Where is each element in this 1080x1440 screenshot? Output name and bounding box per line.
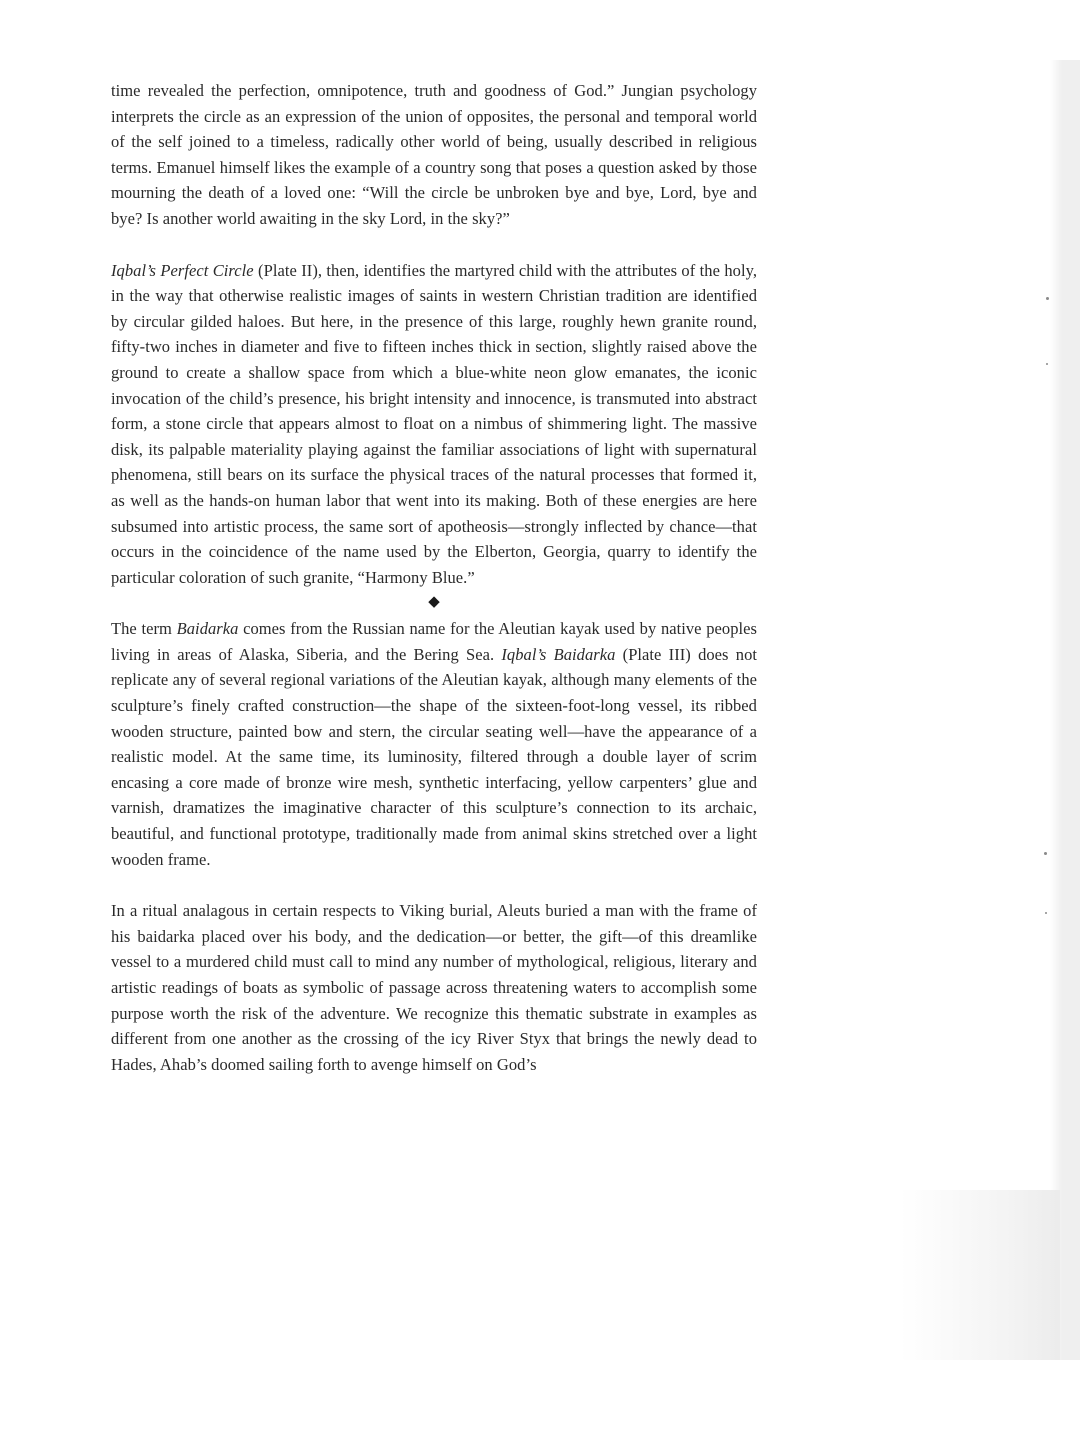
page-body [111, 78, 757, 1077]
paragraph-circle-meaning [111, 78, 757, 232]
italic-title: Iqbal’s Perfect Circle [111, 260, 254, 280]
scan-speck [1044, 852, 1047, 855]
scan-speck [1046, 297, 1049, 300]
scan-corner-shadow [900, 1190, 1060, 1360]
paragraph-gap [111, 232, 757, 258]
text-run: The term [111, 619, 177, 639]
text-run: time revealed the perfection, omnipotence, truth and goodness of God.” Jungian psychology interprets the circle as an expression of the union of opposites, the personal and temporal world of the self joined to a timeless, radically other world of being, usually described in religious terms. Emanuel himself likes the example of a country song that poses a question asked by those mourning the death of a loved one: “Will the circle be unbroken bye and bye, Lord, bye and bye? Is another world awaiting in the sky Lord, in the sky?” [111, 81, 757, 228]
paragraph-ritual [111, 898, 757, 1077]
scan-speck [1046, 363, 1048, 365]
text-run: comes from the Russian name for the Aleutian kayak used by native peoples living in areas of Alaska, Siberia, and the Bering Sea. [111, 619, 757, 664]
scan-edge-shadow [1050, 60, 1080, 1360]
scan-speck [1045, 912, 1047, 914]
paragraph-perfect-circle [111, 258, 757, 591]
paragraph-gap [111, 872, 757, 898]
section-divider-diamond: ◆ [428, 594, 440, 611]
text-run: (Plate II), then, identifies the martyred child with the attributes of the holy, in the way that otherwise realistic images of saints in western Christian tradition are identified by circular gilded haloes. But here, in the presence of this large, roughly hewn granite round, fifty-two inches in diameter and five to fifteen inches thick in section, slightly raised above the ground to create a shallow space from which a blue-white neon glow emanates, the iconic invocation of the child’s presence, his bright intensity and innocence, is transmuted into abstract form, a stone circle that appears almost to float on a nimbus of shimmering light. The massive disk, its palpable materiality playing against the familiar associations of light with supernatural phenomena, still bears on its surface the physical traces of the natural processes that formed it, as well as the hands-on human labor that went into its making. Both of these energies are here subsumed into artistic process, the same sort of apotheosis—strongly inflected by chance—that occurs in the coincidence of the name used by the Elberton, Georgia, quarry to identify the particular coloration of such granite, “Harmony Blue.” [111, 260, 757, 587]
italic-title: Iqbal’s Baidarka [501, 644, 616, 664]
italic-title: Baidarka [176, 619, 239, 639]
text-run: (Plate III) does not replicate any of several regional variations of the Aleutian kayak, although many elements of the sculpture’s finely crafted construction—the shape of the sixteen-foot-long vessel, its ribbed wooden structure, painted bow and stern, the circular seating well—have the appearance of a realistic model. At the same time, its luminosity, filtered through a double layer of scrim encasing a core made of bronze wire mesh, synthetic interfacing, yellow carpenters’ glue and varnish, dramatizes the imaginative character of this sculpture’s connection to its archaic, beautiful, and functional prototype, traditionally made from animal skins stretched over a light wooden frame. [111, 644, 758, 869]
text-run: In a ritual analagous in certain respects to Viking burial, Aleuts buried a man with the frame of his baidarka placed over his body, and the dedication—or better, the gift—of this dreamlike vessel to a murdered child must call to mind any number of mythological, religious, literary and artistic readings of boats as symbolic of passage across threatening waters to accomplish some purpose worth the risk of the adventure. We recognize this thematic substrate in examples as different from one another as the crossing of the icy River Styx that brings the newly dead to Hades, Ahab’s doomed sailing forth to avenge himself on God’s [111, 901, 757, 1074]
paragraph-baidarka [111, 616, 757, 872]
